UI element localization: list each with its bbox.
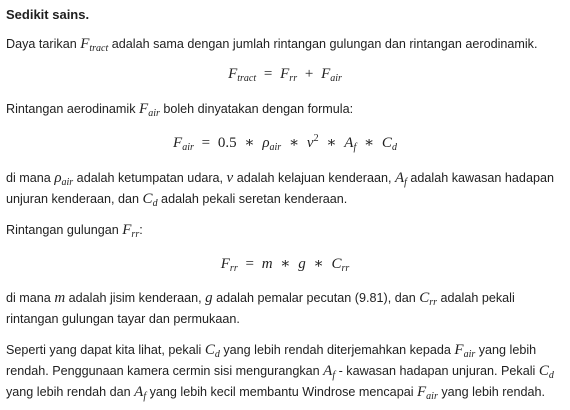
paragraph-where-rr-line2: rintangan gulungan tayar dan permukaan. <box>6 312 240 326</box>
text: yang lebih rendah dan <box>6 385 135 399</box>
eq-operator: = <box>245 256 254 272</box>
eq-operator: ∗ <box>363 135 375 151</box>
eq-operator: ∗ <box>313 256 324 272</box>
math-f-air <box>139 101 160 117</box>
eq-symbol: g <box>298 256 306 272</box>
text: adalah jisim kenderaan, <box>65 291 206 305</box>
paragraph-conclusion-line2 <box>6 363 554 384</box>
text: adalah sama dengan jumlah rintangan gulungan dan rintangan aerodinamik. <box>108 37 538 51</box>
subscript: air <box>148 108 160 119</box>
math-f-tract <box>80 36 108 52</box>
symbol: F <box>80 36 90 52</box>
math-g: g <box>205 290 213 306</box>
math-f-rr <box>122 222 139 238</box>
text: adalah ketumpatan udara, <box>73 171 227 185</box>
text: Seperti yang dapat kita lihat, pekali <box>6 343 205 357</box>
eq-number: 0.5 <box>217 135 237 151</box>
symbol: C <box>538 363 549 379</box>
text: Rintangan aerodinamik <box>6 102 140 116</box>
math-c-d <box>539 363 554 379</box>
eq-symbol: F <box>228 66 238 82</box>
math-c-d <box>205 342 220 358</box>
eq-symbol: F <box>220 256 230 272</box>
eq-symbol: v <box>306 135 314 151</box>
eq-subscript: air <box>269 142 282 153</box>
paragraph-where-air-line2 <box>6 191 347 212</box>
paragraph-aero-resistance <box>6 101 353 122</box>
eq-symbol: F <box>280 66 290 82</box>
eq-subscript: d <box>391 142 397 153</box>
eq-symbol: F <box>321 66 331 82</box>
text: - kawasan hadapan unjuran. Pekali <box>335 364 539 378</box>
symbol: A <box>323 363 333 379</box>
subscript: f <box>404 177 407 188</box>
symbol: ρ <box>54 170 62 186</box>
symbol: A <box>134 384 144 400</box>
text: yang lebih kecil membantu Windrose mencapai <box>146 385 417 399</box>
symbol: F <box>417 384 427 400</box>
math-a-f <box>395 170 407 186</box>
eq-superscript: 2 <box>313 133 319 144</box>
eq-symbol: F <box>173 135 183 151</box>
symbol: C <box>204 342 215 358</box>
eq-subscript: rr <box>289 73 298 84</box>
equation-rolling-resistance <box>0 254 570 274</box>
paragraph-conclusion-line1 <box>6 342 536 363</box>
symbol: A <box>394 170 405 186</box>
subscript: d <box>214 349 220 360</box>
paragraph-rolling-resistance <box>6 222 143 243</box>
eq-symbol: C <box>381 135 392 151</box>
eq-subscript: rr <box>229 263 238 274</box>
math-rho-air <box>54 170 73 186</box>
text: adalah kelajuan kenderaan, <box>233 171 395 185</box>
paragraph-where-air-line1 <box>6 170 554 191</box>
subscript: d <box>152 198 158 209</box>
text: adalah pekali <box>437 291 515 305</box>
math-f-air <box>454 342 475 358</box>
eq-operator: = <box>201 135 211 151</box>
text: boleh dinyatakan dengan formula: <box>159 102 354 116</box>
math-c-d <box>143 191 158 207</box>
eq-symbol: C <box>331 256 342 272</box>
symbol: F <box>122 222 132 238</box>
text: di mana <box>6 171 55 185</box>
text: yang lebih rendah. <box>437 385 545 399</box>
subscript: air <box>426 391 438 402</box>
text: adalah pekali seretan kenderaan. <box>157 192 348 206</box>
math-m: m <box>54 290 66 306</box>
text: unjuran kenderaan, dan <box>6 192 143 206</box>
eq-operator: ∗ <box>244 135 255 151</box>
eq-subscript: air <box>330 73 342 84</box>
text: yang lebih rendah diterjemahkan kepada <box>219 343 455 357</box>
subscript: tract <box>89 43 109 54</box>
subscript: rr <box>429 297 438 308</box>
symbol: C <box>419 290 430 306</box>
paragraph-tractive-force <box>6 36 537 57</box>
subscript: air <box>61 177 74 188</box>
symbol: F <box>139 101 149 117</box>
eq-subscript: tract <box>237 73 257 84</box>
eq-operator: ∗ <box>280 256 291 272</box>
subscript: air <box>463 349 476 360</box>
text: : <box>139 223 143 237</box>
eq-subscript: f <box>353 142 357 153</box>
subscript: rr <box>131 229 140 240</box>
eq-symbol: m <box>261 256 273 272</box>
eq-symbol: ρ <box>262 135 270 151</box>
math-a-f <box>134 384 146 400</box>
equation-tractive-force <box>0 66 570 84</box>
math-a-f <box>323 363 335 379</box>
text: rendah. Penggunaan kamera cermin sisi mengurangkan <box>6 364 324 378</box>
equation-aero-resistance <box>0 133 570 153</box>
eq-symbol: A <box>344 135 354 151</box>
eq-operator: ∗ <box>288 135 300 151</box>
text: yang lebih <box>475 343 537 357</box>
heading: Sedikit sains. <box>6 7 90 22</box>
eq-subscript: air <box>182 142 194 153</box>
symbol: C <box>142 191 153 207</box>
text: di mana <box>6 291 55 305</box>
text: adalah kawasan hadapan <box>406 171 554 185</box>
eq-operator: + <box>304 66 314 82</box>
symbol: F <box>454 342 464 358</box>
text: Daya tarikan <box>6 37 81 51</box>
eq-operator: = <box>263 66 273 82</box>
eq-subscript: rr <box>341 263 350 274</box>
math-f-air <box>417 384 438 400</box>
math-c-rr <box>419 290 437 306</box>
eq-operator: ∗ <box>326 135 337 151</box>
paragraph-conclusion-line3 <box>6 384 545 405</box>
subscript: f <box>332 370 336 381</box>
subscript: d <box>548 370 554 381</box>
subscript: f <box>143 391 147 402</box>
math-v: v <box>226 170 234 186</box>
text: Rintangan gulungan <box>6 223 123 237</box>
paragraph-where-rr-line1 <box>6 290 515 311</box>
text: adalah pemalar pecutan (9.81), dan <box>212 291 420 305</box>
